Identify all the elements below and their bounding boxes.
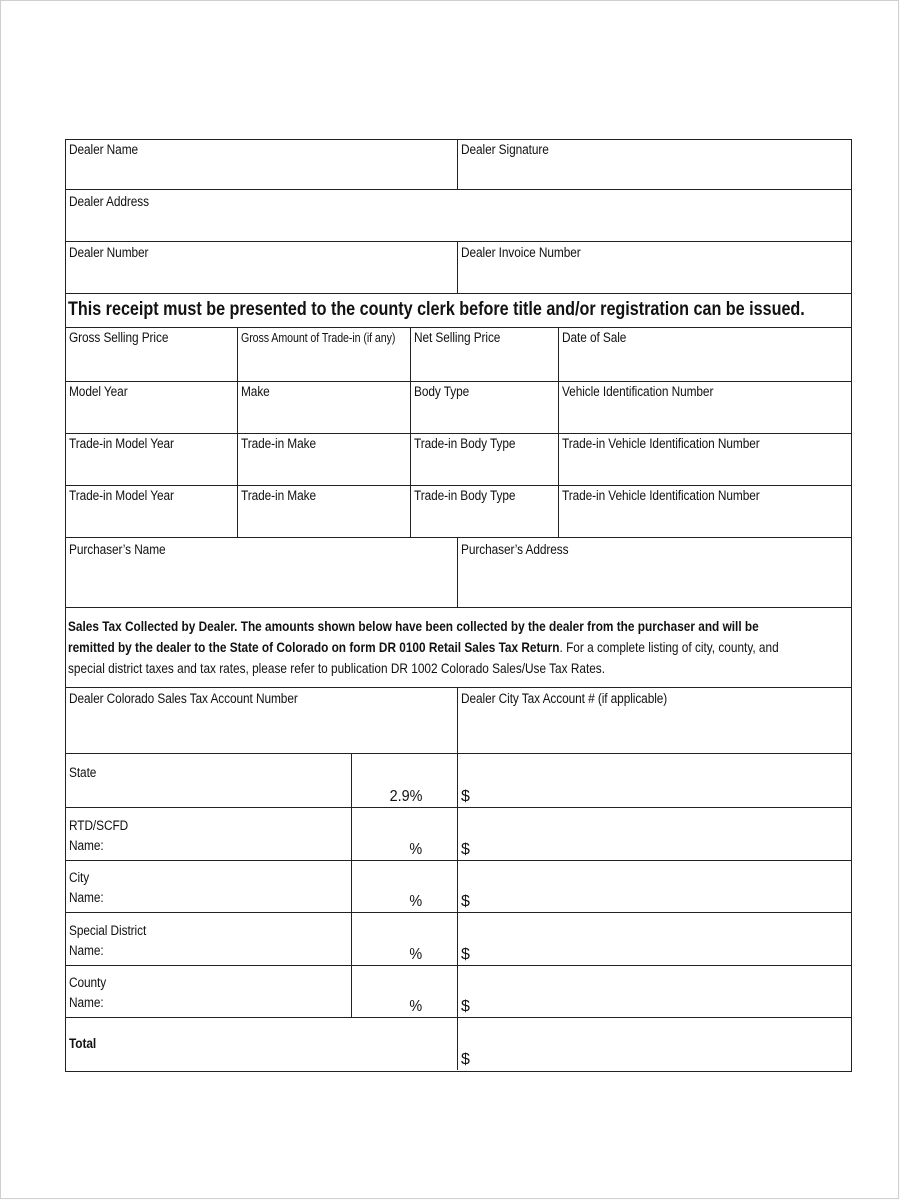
column-divider: [410, 327, 411, 537]
state-tax-account-label: Dealer Colorado Sales Tax Account Number: [69, 691, 298, 706]
row-divider: [66, 860, 851, 861]
row-divider: [66, 537, 851, 538]
column-divider: [351, 753, 352, 1017]
dealer-number-label: Dealer Number: [69, 245, 149, 260]
body-type-label: Body Type: [414, 384, 470, 399]
tax-row-title: RTD/SCFD: [69, 818, 129, 833]
trade-in-model-year-label: Trade-in Model Year: [69, 488, 174, 503]
tax-rate: %: [409, 998, 422, 1015]
dollar-sign: $: [461, 893, 470, 910]
row-divider: [66, 753, 851, 754]
net-selling-price-label: Net Selling Price: [414, 330, 501, 345]
vin-label: Vehicle Identification Number: [562, 384, 714, 399]
purchaser-address-label: Purchaser’s Address: [461, 542, 569, 557]
tax-row-name-label: Name:: [69, 838, 104, 853]
row-divider: [66, 189, 851, 190]
city-tax-account-label: Dealer City Tax Account # (if applicable): [461, 691, 668, 706]
dollar-sign: $: [461, 841, 470, 858]
trade-in-model-year-label: Trade-in Model Year: [69, 436, 174, 451]
tax-rate: %: [409, 946, 422, 963]
make-label: Make: [241, 384, 270, 399]
sales-tax-note: [68, 616, 851, 679]
tax-row-title: City: [69, 870, 90, 885]
dollar-sign: $: [461, 788, 470, 805]
trade-in-body-type-label: Trade-in Body Type: [414, 488, 516, 503]
row-divider: [66, 965, 851, 966]
dealer-name-label: Dealer Name: [69, 142, 139, 157]
dealer-invoice-number-label: Dealer Invoice Number: [461, 245, 581, 260]
dealer-signature-label: Dealer Signature: [461, 142, 549, 157]
tax-rate: %: [409, 893, 422, 910]
dollar-sign: $: [461, 946, 470, 963]
column-divider: [457, 687, 458, 1070]
trade-in-vin-label: Trade-in Vehicle Identification Number: [562, 488, 760, 503]
column-divider: [457, 241, 458, 293]
tax-row-name-label: Name:: [69, 943, 104, 958]
dealer-receipt-form: [65, 139, 852, 1072]
trade-in-amount-label: Gross Amount of Trade-in (if any): [241, 330, 396, 345]
trade-in-make-label: Trade-in Make: [241, 488, 317, 503]
tax-row-title: County: [69, 975, 107, 990]
tax-row-name-label: Name:: [69, 890, 104, 905]
trade-in-make-label: Trade-in Make: [241, 436, 317, 451]
column-divider: [237, 327, 238, 537]
dollar-sign: $: [461, 1051, 470, 1068]
purchaser-name-label: Purchaser’s Name: [69, 542, 166, 557]
sales-tax-note-line-2: [68, 637, 779, 658]
row-divider: [66, 607, 851, 608]
row-divider: [66, 1017, 851, 1018]
row-divider: [66, 293, 851, 294]
total-label: Total: [69, 1036, 97, 1051]
row-divider: [66, 241, 851, 242]
tax-row-name-label: Name:: [69, 995, 104, 1010]
sales-tax-note-line-2-bold: remitted by the dealer to the State of Colorado on form DR 0100 Retail Sales Tax Return: [68, 639, 560, 655]
row-divider: [66, 912, 851, 913]
trade-in-body-type-label: Trade-in Body Type: [414, 436, 516, 451]
column-divider: [558, 327, 559, 537]
dealer-address-label: Dealer Address: [69, 194, 149, 209]
column-divider: [457, 140, 458, 189]
tax-row-title: State: [69, 765, 97, 780]
sales-tax-note-line-1: Sales Tax Collected by Dealer. The amounts shown below have been collected by the dealer from the purchaser and will be: [68, 618, 759, 634]
tax-rate: 2.9%: [389, 788, 422, 805]
row-divider: [66, 807, 851, 808]
registration-notice: This receipt must be presented to the county clerk before title and/or registration can be issued.: [68, 299, 805, 320]
tax-rate: %: [409, 841, 422, 858]
trade-in-vin-label: Trade-in Vehicle Identification Number: [562, 436, 760, 451]
sales-tax-note-line-3: special district taxes and tax rates, please refer to publication DR 1002 Colorado Sales/Use Tax Rates.: [68, 660, 606, 676]
model-year-label: Model Year: [69, 384, 128, 399]
gross-selling-price-label: Gross Selling Price: [69, 330, 169, 345]
tax-row-title: Special District: [69, 923, 147, 938]
column-divider: [457, 537, 458, 607]
dollar-sign: $: [461, 998, 470, 1015]
date-of-sale-label: Date of Sale: [562, 330, 627, 345]
row-divider: [66, 687, 851, 688]
sales-tax-note-line-2-rest: . For a complete listing of city, county, and: [559, 639, 779, 655]
